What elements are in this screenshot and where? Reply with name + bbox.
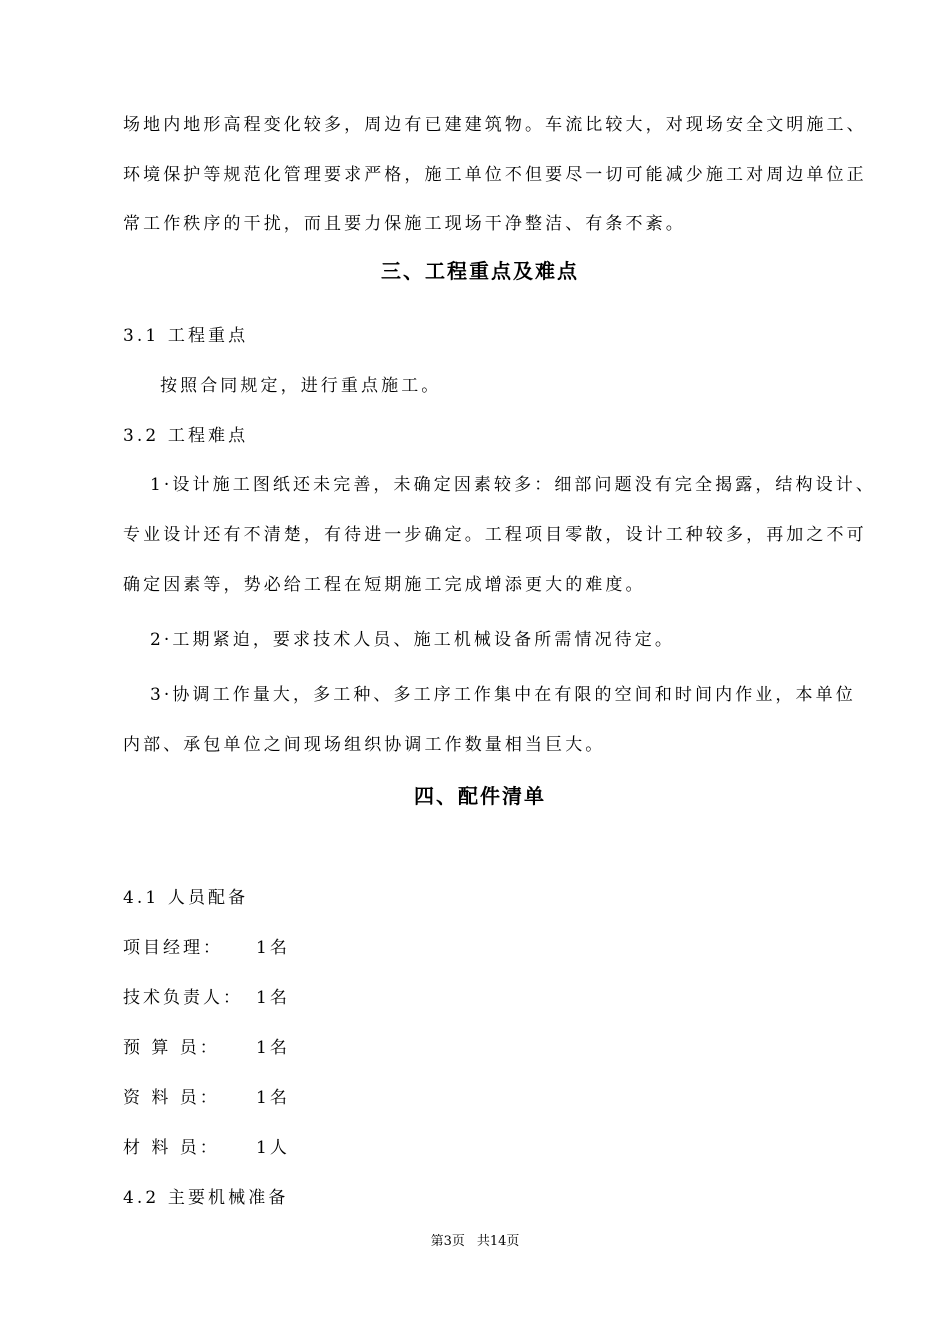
difficulty-2: 2·工期紧迫，要求技术人员、施工机械设备所需情况待定。 (150, 630, 675, 650)
section-4-1-title: 4.1 人员配备 (123, 888, 249, 908)
page-total: 共14页 (476, 1234, 520, 1249)
page-number: 第3页 (430, 1234, 465, 1249)
difficulty-3-line-2: 内部、承包单位之间现场组织协调工作数量相当巨大。 (123, 735, 606, 755)
staff-count: 1名 (256, 1038, 290, 1058)
difficulty-1-line-1: 1·设计施工图纸还未完善，未确定因素较多：细部问题没有完全揭露，结构设计、 (150, 475, 876, 495)
staff-count: 1名 (256, 938, 290, 958)
section-3-1-title: 3.1 工程重点 (123, 326, 249, 346)
intro-line-1: 场地内地形高程变化较多，周边有已建建筑物。车流比较大，对现场安全文明施工、 (123, 115, 867, 135)
staff-role-label: 预 算 员： (123, 1038, 220, 1058)
intro-line-2: 环境保护等规范化管理要求严格，施工单位不但要尽一切可能减少施工对周边单位正 (123, 165, 867, 185)
staff-role-label: 项目经理： (123, 938, 223, 958)
difficulty-1-line-3: 确定因素等，势必给工程在短期施工完成增添更大的难度。 (123, 575, 646, 595)
staff-count: 1名 (256, 988, 290, 1008)
staff-role-label: 材 料 员： (123, 1138, 220, 1158)
section-3-heading: 三、工程重点及难点 (381, 259, 579, 283)
section-3-1-text: 按照合同规定，进行重点施工。 (160, 376, 442, 396)
page-footer (0, 1233, 950, 1251)
difficulty-1-line-2: 专业设计还有不清楚，有待进一步确定。工程项目零散，设计工种较多，再加之不可 (123, 525, 867, 545)
staff-role-label: 技术负责人： (123, 988, 243, 1008)
staff-role-label: 资 料 员： (123, 1088, 220, 1108)
section-3-2-title: 3.2 工程难点 (123, 426, 249, 446)
section-4-heading: 四、配件清单 (414, 784, 546, 808)
staff-count: 1人 (256, 1138, 290, 1158)
section-4-2-title: 4.2 主要机械准备 (123, 1188, 289, 1208)
difficulty-3-line-1: 3·协调工作量大，多工种、多工序工作集中在有限的空间和时间内作业，本单位 (150, 685, 856, 705)
staff-count: 1名 (256, 1088, 290, 1108)
intro-line-3: 常工作秩序的干扰，而且要力保施工现场干净整洁、有条不紊。 (123, 214, 686, 234)
